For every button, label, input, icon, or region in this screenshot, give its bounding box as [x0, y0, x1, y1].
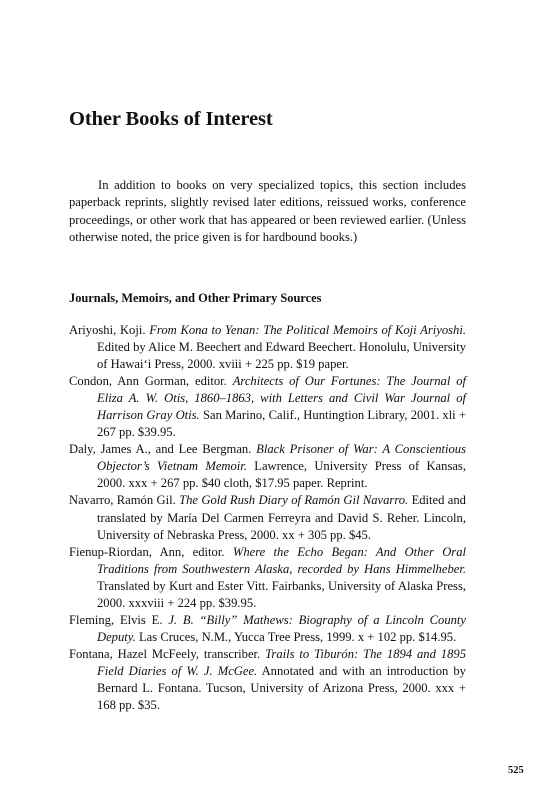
entry-details: San Marino, Calif., Huntingtion Library, 2001. xli + 267 pp. $39.95. — [97, 408, 466, 440]
entry-title: From Kona to Yenan: The Political Memoirs of Koji Ariyoshi. — [149, 323, 466, 337]
entry-author: Fleming, Elvis E. — [69, 612, 163, 627]
bibliography-entry — [69, 441, 466, 492]
entry-title: The Gold Rush Diary of Ramón Gil Navarro. — [179, 493, 409, 508]
entry-details: Translated by Kurt and Ester Vitt. Fairbanks, University of Alaska Press, 2000. xxxviii + 224 pp. $39.95. — [97, 578, 466, 610]
bibliography-list — [69, 322, 466, 714]
entry-author: Ariyoshi, Koji. — [69, 323, 146, 337]
entry-author: Condon, Ann Gorman, editor. — [69, 374, 227, 389]
entry-title: Black Prisoner of War: A Conscientious Objector’s Vietnam Memoir. — [97, 442, 466, 474]
entry-author: Daly, James A., and Lee Bergman. — [69, 442, 252, 457]
entry-details: Lawrence, University Press of Kansas, 2000. xxx + 267 pp. $40 cloth, $17.95 paper. Reprint. — [97, 459, 466, 491]
entry-title: Where the Echo Began: And Other Oral Traditions from Southwestern Alaska, recorded by Hans Himmelheber. — [97, 544, 467, 576]
entry-details: Edited by Alice M. Beechert and Edward Beechert. Honolulu, University of Hawai‘i Press, 2000. xviii + 225 pp. $19 paper. — [97, 340, 466, 372]
bibliography-entry — [69, 544, 466, 612]
entry-details: Edited and translated by María Del Carmen Ferreyra and David S. Reher. Lincoln, University of Nebraska Press, 2000. xx + 305 pp. $45. — [97, 493, 466, 542]
page-title: Other Books of Interest — [69, 108, 273, 130]
entry-author: Navarro, Ramón Gil. — [69, 493, 176, 508]
entry-title: J. B. “Billy” Mathews: Biography of a Lincoln County Deputy. — [97, 612, 467, 644]
bibliography-entry — [69, 492, 466, 543]
section-heading: Journals, Memoirs, and Other Primary Sources — [69, 291, 322, 305]
bibliography-entry — [69, 373, 466, 441]
entry-title: Architects of Our Fortunes: The Journal of Eliza A. W. Otis, 1860–1863, with Letters and Civil War Journal of Harrison Gray Otis. — [97, 374, 466, 423]
bibliography-entry — [69, 612, 466, 646]
bibliography-entry — [69, 646, 466, 714]
entry-author: Fienup-Riordan, Ann, editor. — [69, 544, 225, 559]
bibliography-entry — [69, 322, 466, 373]
entry-author: Fontana, Hazel McFeely, transcriber. — [69, 646, 261, 661]
intro-paragraph: In addition to books on very specialized topics, this section includes paperback reprints, slightly revised later editions, reissued works, conference proceedings, or other work that has appeared or been reviewed earlier. (Unless otherwise noted, the price given is for hardbound books.) — [69, 178, 466, 245]
page-number: 525 — [508, 765, 524, 776]
entry-details: Las Cruces, N.M., Yucca Tree Press, 1999. x + 102 pp. $14.95. — [138, 629, 457, 644]
entry-title: Trails to Tiburón: The 1894 and 1895 Field Diaries of W. J. McGee. — [97, 646, 466, 678]
entry-details: Annotated and with an introduction by Bernard L. Fontana. Tucson, University of Arizona Press, 2000. xxx + 168 pp. $35. — [97, 663, 466, 713]
